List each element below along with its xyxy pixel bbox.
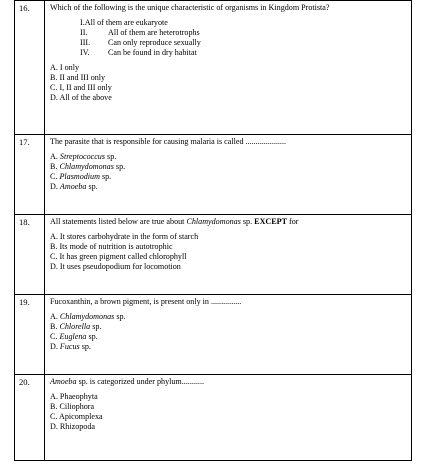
question-stem: The parasite that is responsible for causing malaria is called .................... bbox=[50, 137, 286, 146]
option-letter: C. bbox=[50, 83, 58, 92]
answer-option-a[interactable] bbox=[50, 392, 407, 402]
answer-option-b[interactable] bbox=[50, 242, 407, 252]
statement-label: III. bbox=[80, 38, 91, 47]
option-letter: D. bbox=[50, 182, 58, 191]
answer-option-c[interactable] bbox=[50, 252, 407, 262]
option-text: It stores carbohydrate in the form of starch bbox=[59, 232, 199, 241]
question-stem: Fucoxanthin, a brown pigment, is present only in ............... bbox=[50, 297, 242, 306]
option-text: I, II and III only bbox=[59, 83, 112, 92]
question-number: 17. bbox=[15, 135, 45, 215]
question-table bbox=[14, 0, 412, 461]
answer-option-d[interactable] bbox=[50, 182, 407, 192]
option-letter: B. bbox=[50, 322, 58, 331]
statement-label: IV. bbox=[80, 48, 90, 57]
option-letter: C. bbox=[50, 172, 58, 181]
option-genus: Chlorella bbox=[59, 322, 91, 331]
answer-option-a[interactable] bbox=[50, 312, 407, 322]
answer-option-b[interactable] bbox=[50, 162, 407, 172]
answer-option-a[interactable] bbox=[50, 63, 407, 73]
question-body bbox=[45, 135, 412, 215]
option-letter: A. bbox=[50, 63, 58, 72]
option-suffix: sp. bbox=[116, 312, 126, 321]
option-text: I only bbox=[59, 63, 80, 72]
stem-text: sp. bbox=[242, 217, 253, 226]
answer-option-b[interactable] bbox=[50, 402, 407, 412]
question-sheet bbox=[14, 0, 412, 461]
answer-option-d[interactable] bbox=[50, 262, 407, 272]
option-genus: Fucus bbox=[59, 342, 80, 351]
question-number: 19. bbox=[15, 295, 45, 375]
option-suffix: sp. bbox=[92, 322, 102, 331]
option-suffix: sp. bbox=[115, 162, 126, 171]
option-text: All of the above bbox=[59, 93, 112, 102]
option-suffix: sp. bbox=[88, 182, 98, 191]
option-genus: Chlamydomonas bbox=[59, 162, 114, 171]
option-letter: D. bbox=[50, 422, 58, 431]
option-genus: Streptococcus bbox=[59, 152, 106, 161]
option-letter: B. bbox=[50, 162, 58, 171]
option-letter: C. bbox=[50, 252, 58, 261]
statement-label: II. bbox=[80, 28, 88, 37]
option-text: Rhizopoda bbox=[59, 422, 95, 431]
stem-genus: Amoeba bbox=[50, 377, 77, 386]
option-suffix: sp. bbox=[107, 152, 117, 161]
question-row-17 bbox=[15, 135, 412, 215]
option-letter: D. bbox=[50, 93, 58, 102]
statement-item bbox=[80, 38, 407, 48]
option-suffix: sp. bbox=[81, 342, 91, 351]
option-genus: Amoeba bbox=[59, 182, 87, 191]
statement-label: I. bbox=[80, 18, 85, 27]
statement-list bbox=[80, 18, 407, 58]
question-number: 18. bbox=[15, 215, 45, 295]
question-row-16 bbox=[15, 1, 412, 135]
question-stem bbox=[50, 217, 407, 227]
statement-text: All of them are eukaryote bbox=[84, 18, 168, 27]
question-row-19 bbox=[15, 295, 412, 375]
option-letter: D. bbox=[50, 342, 58, 351]
option-suffix: sp. bbox=[101, 172, 112, 181]
answer-option-c[interactable] bbox=[50, 412, 407, 422]
option-letter: A. bbox=[50, 152, 58, 161]
question-body bbox=[45, 295, 412, 375]
statement-text: Can be found in dry habitat bbox=[108, 48, 197, 57]
question-number: 16. bbox=[15, 1, 45, 135]
stem-text: All statements listed below are true about bbox=[50, 217, 185, 226]
statement-text: Can only reproduce sexually bbox=[108, 38, 201, 47]
question-row-18 bbox=[15, 215, 412, 295]
question-stem: Which of the following is the unique characteristic of organisms in Kingdom Protista? bbox=[50, 3, 330, 12]
answer-option-d[interactable] bbox=[50, 93, 407, 103]
option-letter: B. bbox=[50, 402, 58, 411]
option-text: Phaeophyta bbox=[59, 392, 98, 401]
stem-text: sp. is categorized under phylum........... bbox=[78, 377, 204, 386]
option-letter: A. bbox=[50, 312, 58, 321]
option-genus: Chlamydomonas bbox=[59, 312, 115, 321]
question-stem bbox=[50, 377, 407, 387]
stem-genus: Chlamydomonas bbox=[186, 217, 241, 226]
option-letter: B. bbox=[50, 73, 58, 82]
answer-option-b[interactable] bbox=[50, 322, 407, 332]
question-body bbox=[45, 215, 412, 295]
answer-option-b[interactable] bbox=[50, 73, 407, 83]
option-letter: D. bbox=[50, 262, 58, 271]
answer-option-a[interactable] bbox=[50, 152, 407, 162]
answer-option-d[interactable] bbox=[50, 342, 407, 352]
option-letter: C. bbox=[50, 412, 58, 421]
option-suffix: sp. bbox=[88, 332, 98, 341]
answer-option-a[interactable] bbox=[50, 232, 407, 242]
option-text: It uses pseudopodium for locomotion bbox=[59, 262, 181, 271]
statement-item bbox=[80, 18, 407, 28]
question-row-20 bbox=[15, 375, 412, 461]
option-genus: Euglena bbox=[59, 332, 87, 341]
statement-item bbox=[80, 28, 407, 38]
answer-option-c[interactable] bbox=[50, 332, 407, 342]
statement-text: All of them are heterotrophs bbox=[108, 28, 200, 37]
option-text: II and III only bbox=[59, 73, 106, 82]
option-text: Ciliophora bbox=[59, 402, 95, 411]
option-text: Apicomplexa bbox=[59, 412, 103, 421]
question-body bbox=[45, 1, 412, 135]
option-letter: A. bbox=[50, 232, 58, 241]
answer-option-c[interactable] bbox=[50, 172, 407, 182]
stem-emphasis: EXCEPT bbox=[254, 217, 288, 226]
question-number: 20. bbox=[15, 375, 45, 461]
option-letter: C. bbox=[50, 332, 58, 341]
option-genus: Plasmodium bbox=[59, 172, 100, 181]
option-text: It has green pigment called chlorophyll bbox=[59, 252, 187, 261]
answer-option-d[interactable] bbox=[50, 422, 407, 432]
option-text: Its mode of nutrition is autotrophic bbox=[59, 242, 173, 251]
option-letter: A. bbox=[50, 392, 58, 401]
answer-option-c[interactable] bbox=[50, 83, 407, 93]
statement-item bbox=[80, 48, 407, 58]
option-letter: B. bbox=[50, 242, 58, 251]
question-body bbox=[45, 375, 412, 461]
stem-text: for bbox=[289, 217, 299, 226]
